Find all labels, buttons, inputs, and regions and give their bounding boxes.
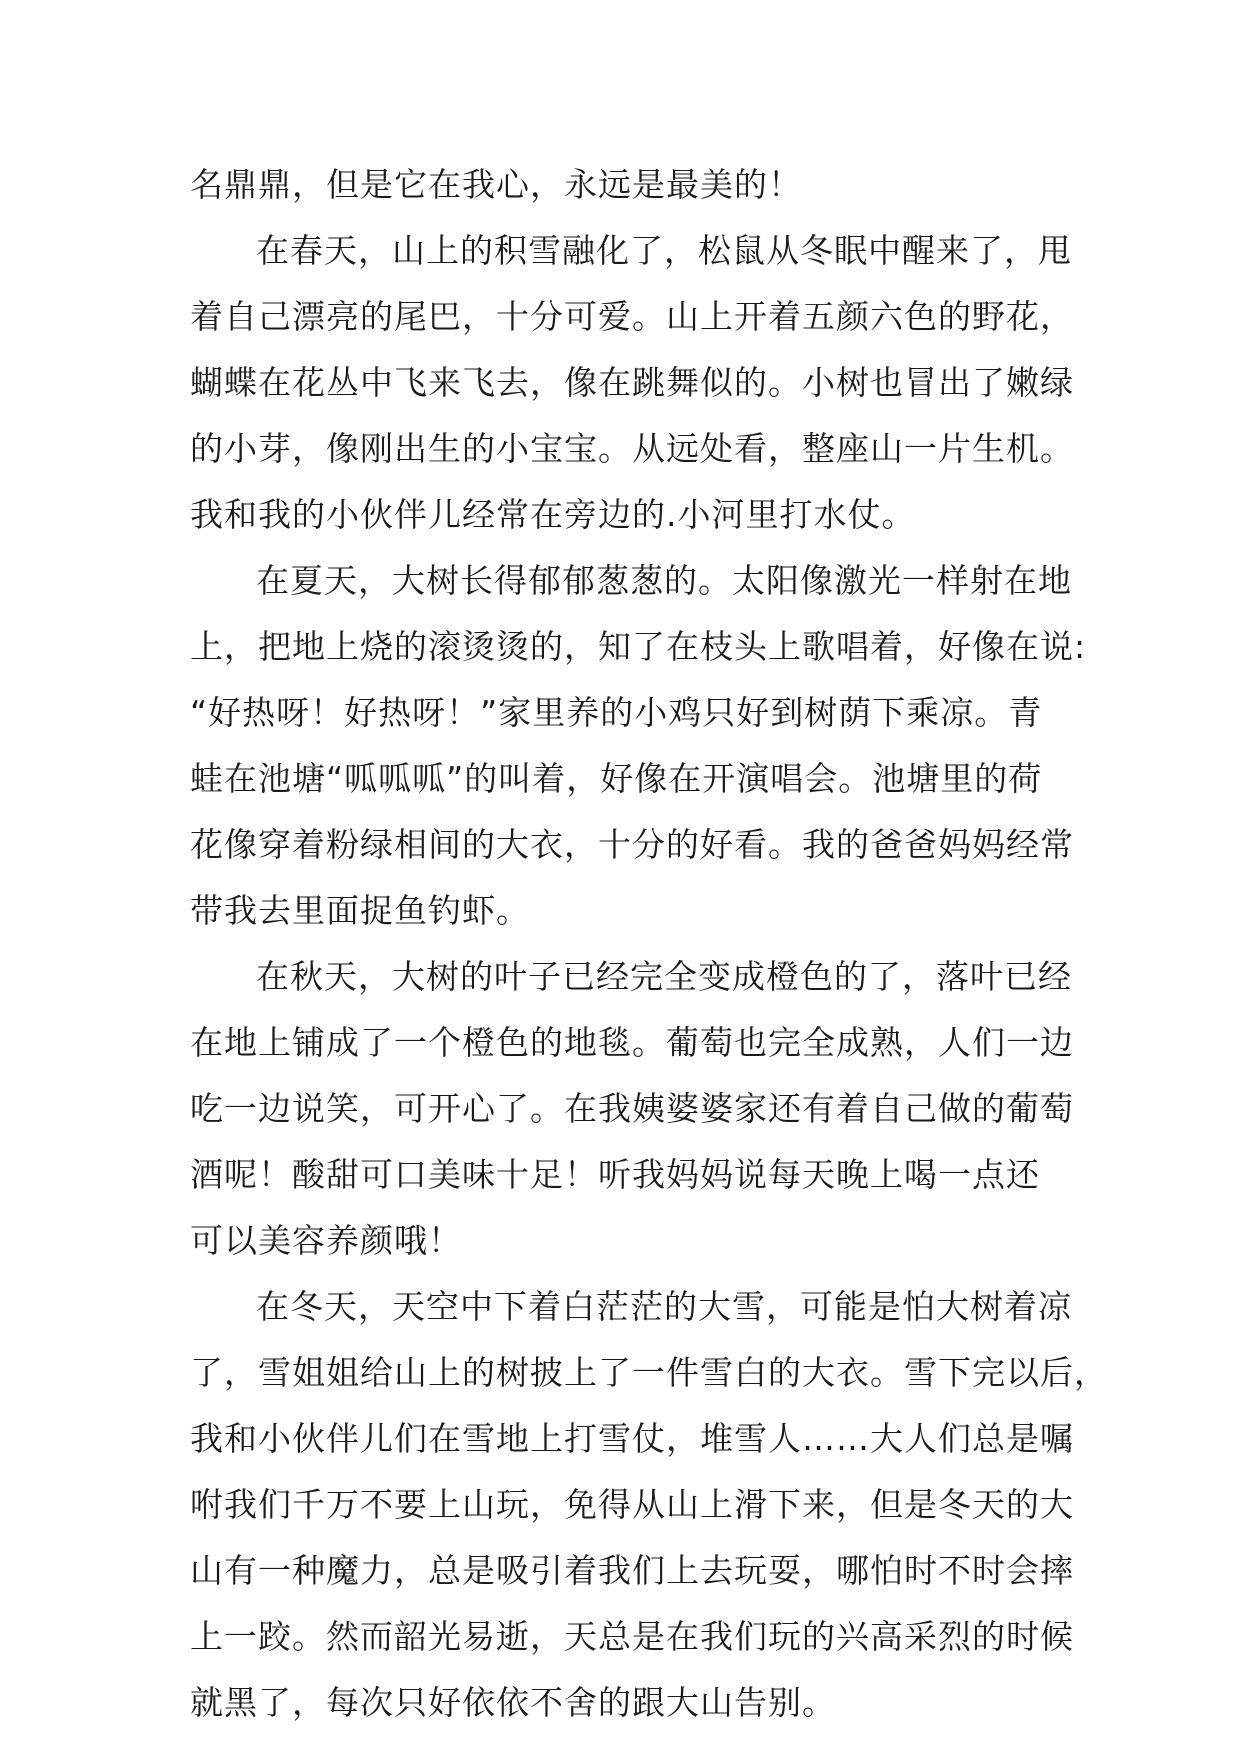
paragraph-autumn xyxy=(190,944,1074,1274)
text-line: 蝴蝶在花丛中飞来飞去，像在跳舞似的。小树也冒出了嫩绿 xyxy=(190,363,1074,402)
text-line: 就黑了，每次只好依依不舍的跟大山告别。 xyxy=(190,1683,836,1722)
text-line: 在地上铺成了一个橙色的地毯。葡萄也完全成熟，人们一边 xyxy=(190,1023,1074,1062)
text-line: 山有一种魔力，总是吸引着我们上去玩耍，哪怕时不时会摔 xyxy=(190,1551,1074,1590)
paragraph-spring xyxy=(190,218,1074,548)
text-line: 我和小伙伴儿们在雪地上打雪仗，堆雪人……大人们总是嘱 xyxy=(190,1419,1074,1458)
text-line: 在冬天，天空中下着白茫茫的大雪，可能是怕大树着凉 xyxy=(256,1287,1072,1326)
text-line: 花像穿着粉绿相间的大衣，十分的好看。我的爸爸妈妈经常 xyxy=(190,825,1074,864)
text-line: 在夏天，大树长得郁郁葱葱的。太阳像激光一样射在地 xyxy=(256,561,1072,600)
text-line: 的小芽，像刚出生的小宝宝。从远处看，整座山一片生机。 xyxy=(190,429,1074,468)
text-line: 名鼎鼎，但是它在我心，永远是最美的！ xyxy=(190,165,802,204)
paragraph-winter xyxy=(190,1274,1108,1736)
text-line: 着自己漂亮的尾巴，十分可爱。山上开着五颜六色的野花， xyxy=(190,297,1074,336)
text-line: 了，雪姐姐给山上的树披上了一件雪白的大衣。雪下完以后， xyxy=(190,1353,1108,1392)
text-line: 蛙在池塘“呱呱呱”的叫着，好像在开演唱会。池塘里的荷 xyxy=(190,759,1043,798)
text-line: 咐我们千万不要上山玩，免得从山上滑下来，但是冬天的大 xyxy=(190,1485,1074,1524)
text-line: 可以美容养颜哦！ xyxy=(190,1221,462,1260)
text-line: 带我去里面捉鱼钓虾。 xyxy=(190,891,530,930)
article-body xyxy=(190,152,1108,1736)
paragraph-summer xyxy=(190,548,1087,944)
text-line: 上一跤。然而韶光易逝，天总是在我们玩的兴高采烈的时候 xyxy=(190,1617,1074,1656)
text-line: 在春天，山上的积雪融化了，松鼠从冬眠中醒来了，甩 xyxy=(256,231,1072,270)
text-line: “好热呀！好热呀！”家里养的小鸡只好到树荫下乘凉。青 xyxy=(190,693,1043,732)
paragraph-intro-end xyxy=(190,152,1060,218)
text-line: 酒呢！酸甜可口美味十足！听我妈妈说每天晚上喝一点还 xyxy=(190,1155,1040,1194)
text-line: 我和我的小伙伴儿经常在旁边的.小河里打水仗。 xyxy=(190,495,916,534)
text-line: 上，把地上烧的滚烫烫的，知了在枝头上歌唱着，好像在说: xyxy=(190,627,1087,666)
text-line: 吃一边说笑，可开心了。在我姨婆婆家还有着自己做的葡萄 xyxy=(190,1089,1074,1128)
text-line: 在秋天，大树的叶子已经完全变成橙色的了，落叶已经 xyxy=(256,957,1072,996)
